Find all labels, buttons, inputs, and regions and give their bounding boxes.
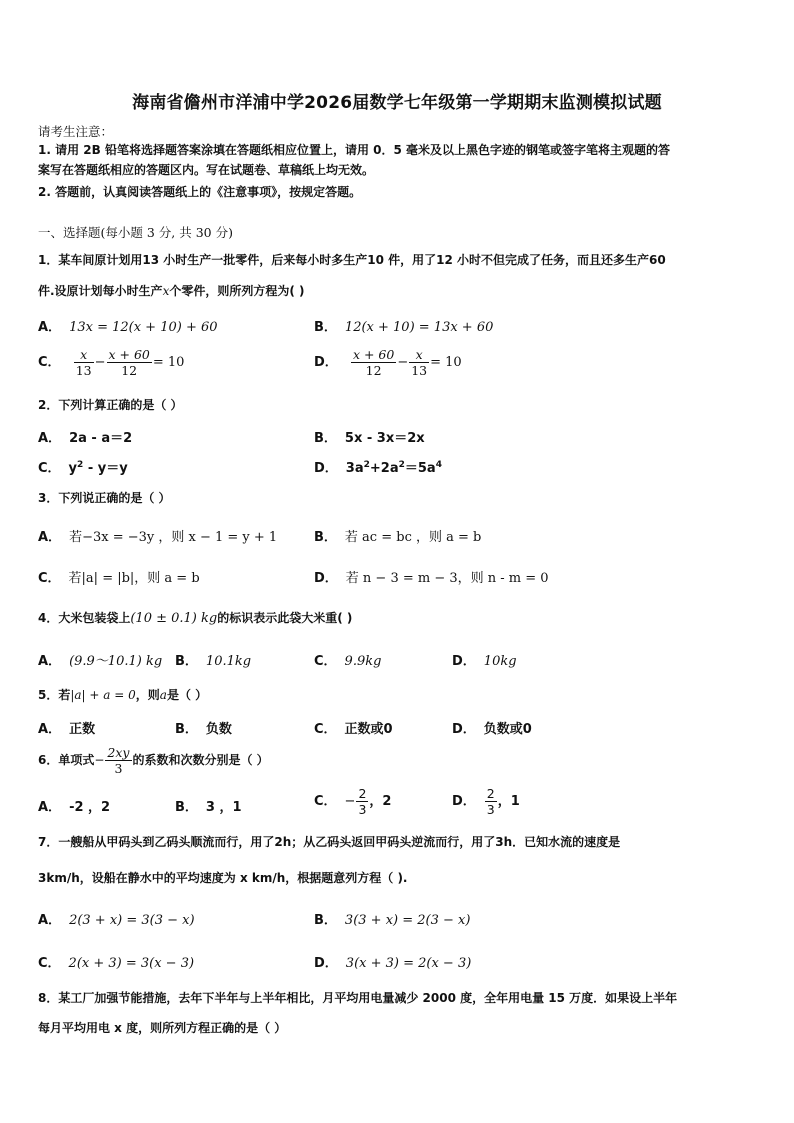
q7-option-d[interactable]: D． 3(x + 3) = 2(x − 3) (314, 956, 472, 971)
q7-option-c[interactable]: C． 2(x + 3) = 3(x − 3) (38, 956, 195, 971)
q8-stem-line2: 每月平均用电 x 度，则所列方程正确的是（ ） (38, 1021, 287, 1035)
q6-stem: 6．单项式− $\frac{2xy}{3}$ 的系数和次数分别是（ ） (38, 745, 269, 776)
q1-option-d[interactable]: D． $\frac{x + 60}{12}$ − $\frac{x}{13}$ = 10 (314, 347, 462, 378)
page-title: 海南省儋州市洋浦中学2026届数学七年级第一学期期末监测模拟试题 (132, 93, 662, 113)
q3-option-d[interactable]: D． 若 n − 3 = m − 3，则 n - m = 0 (314, 571, 549, 586)
q2-option-b[interactable]: B． 5x - 3x＝2x (314, 431, 425, 446)
q4-option-a[interactable]: A． (9.9～10.1) kg (38, 654, 163, 669)
q2-option-d[interactable]: D． $3a^2+2a^2=5a^4$ (314, 460, 442, 476)
q7-stem-line2: 3km/h，设船在静水中的平均速度为 x km/h，根据题意列方程（ ). (38, 871, 408, 885)
notes-heading: 请考生注意： (38, 124, 114, 139)
q8-stem-line1: 8．某工厂加强节能措施，去年下半年与上半年相比，月平均用电量减少 2000 度，全年用电量 15 万度．如果设上半年 (38, 991, 678, 1005)
q7-option-b[interactable]: B． 3(3 + x) = 2(3 − x) (314, 913, 471, 928)
q4-stem: 4．大米包装袋上(10 ± 0.1) kg的标识表示此袋大米重( ) (38, 611, 353, 626)
q5-stem: 5．若|a| + a = 0，则a是（ ） (38, 688, 208, 702)
q6-option-d[interactable]: D． $\frac{2}{3}$ ，1 (452, 786, 520, 817)
q6-option-a[interactable]: A． -2 ，2 (38, 800, 111, 815)
q2-option-a[interactable]: A． 2a - a＝2 (38, 431, 133, 446)
q7-option-a[interactable]: A． 2(3 + x) = 3(3 − x) (38, 913, 195, 928)
q5-option-d[interactable]: D． 负数或0 (452, 722, 532, 737)
q1-option-b[interactable]: B． 12(x + 10) = 13x + 60 (314, 320, 494, 335)
q1-stem-line2: 件.设原计划每小时生产x个零件，则所列方程为( ) (38, 284, 305, 298)
q6-option-c[interactable]: C． − $\frac{2}{3}$ ，2 (314, 786, 392, 817)
q5-option-c[interactable]: C． 正数或0 (314, 722, 393, 737)
q4-option-c[interactable]: C． 9.9kg (314, 654, 382, 669)
q4-option-b[interactable]: B． 10.1kg (175, 654, 252, 669)
section-heading: 一、选择题(每小题 3 分, 共 30 分) (38, 225, 233, 240)
q5-option-a[interactable]: A． 正数 (38, 722, 96, 737)
note-1b: 案写在答题纸相应的答题区内。写在试题卷、草稿纸上均无效。 (38, 163, 375, 177)
q1-stem-line1: 1．某车间原计划用13 小时生产一批零件，后来每小时多生产10 件，用了12 小时不但完成了任务，而且还多生产60 (38, 253, 666, 267)
q3-option-c[interactable]: C． 若|a| = |b|，则 a = b (38, 571, 200, 586)
q4-option-d[interactable]: D． 10kg (452, 654, 517, 669)
q1-option-a[interactable]: A． 13x = 12(x + 10) + 60 (38, 320, 218, 335)
q2-stem: 2．下列计算正确的是（ ） (38, 398, 183, 412)
q3-stem: 3．下列说正确的是（ ） (38, 491, 171, 505)
q2-option-c[interactable]: C． $y^2 - y=y$ (38, 460, 128, 476)
note-1a: 1. 请用 2B 铅笔将选择题答案涂填在答题纸相应位置上，请用 0．5 毫米及以上黑色字迹的钢笔或签字笔将主观题的答 (38, 143, 670, 157)
q3-option-b[interactable]: B． 若 ac = bc ，则 a = b (314, 530, 482, 545)
q6-option-b[interactable]: B． 3 ，1 (175, 800, 242, 815)
q3-option-a[interactable]: A． 若−3x = −3y ，则 x − 1 = y + 1 (38, 530, 278, 545)
q5-option-b[interactable]: B． 负数 (175, 722, 232, 737)
q1-option-c[interactable]: C． $\frac{x}{13}$ − $\frac{x + 60}{12}$ = 10 (38, 347, 185, 378)
note-2: 2. 答题前，认真阅读答题纸上的《注意事项》，按规定答题。 (38, 185, 362, 199)
q7-stem-line1: 7．一艘船从甲码头到乙码头顺流而行，用了2h；从乙码头返回甲码头逆流而行，用了3h．已知水流的速度是 (38, 835, 621, 849)
